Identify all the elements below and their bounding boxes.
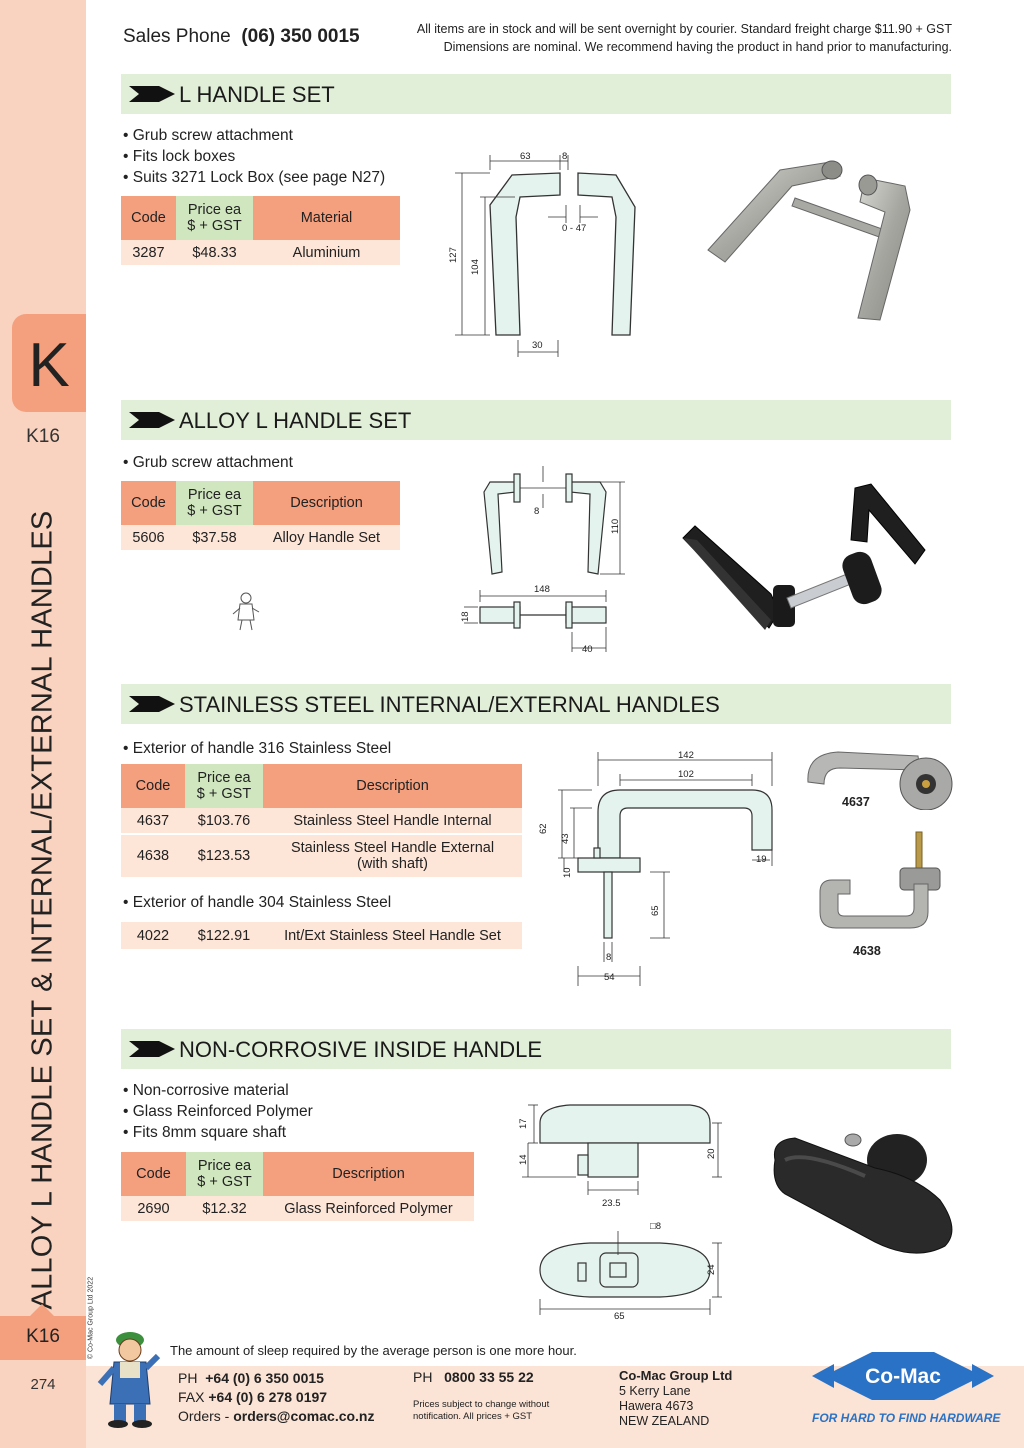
orders-email-link[interactable]: orders@comac.co.nz bbox=[233, 1408, 375, 1424]
col-header-code: Code bbox=[121, 1152, 186, 1196]
section-bar-alloy-handle bbox=[121, 400, 951, 440]
cell-price: $122.91 bbox=[185, 922, 263, 950]
col-header-description: Description bbox=[253, 481, 400, 525]
comac-logo bbox=[812, 1350, 994, 1406]
header-note-line1: All items are in stock and will be sent overnight by courier. Standard freight charge $11.90 + GST bbox=[416, 22, 952, 36]
dim-label: 65 bbox=[614, 1311, 625, 1320]
arrow-icon bbox=[129, 86, 175, 102]
cartoon-figure-icon bbox=[230, 590, 262, 632]
bullet-item: • Fits lock boxes bbox=[123, 148, 236, 165]
cell-code: 5606 bbox=[121, 525, 176, 551]
bullet-item: • Grub screw attachment bbox=[123, 454, 293, 471]
dim-label: 62 bbox=[538, 823, 549, 834]
table-row bbox=[121, 834, 522, 878]
dim-label: 19 bbox=[756, 854, 767, 865]
sales-label: Sales Phone bbox=[123, 26, 231, 47]
header-note-line2: Dimensions are nominal. We recommend having the product in hand prior to manufacturing. bbox=[443, 40, 952, 54]
dim-label: 24 bbox=[706, 1264, 717, 1275]
price-table-2 bbox=[121, 922, 522, 951]
ph2-value: 0800 33 55 22 bbox=[444, 1369, 534, 1385]
footer-tagline: The amount of sleep required by the average person is one more hour. bbox=[170, 1343, 577, 1358]
arrow-icon bbox=[129, 696, 175, 712]
footer-price-note: Prices subject to change without notification. All prices + GST bbox=[413, 1399, 550, 1422]
table-row bbox=[121, 922, 522, 950]
price-table bbox=[121, 196, 400, 267]
table-row bbox=[121, 240, 400, 266]
cell-code: 2690 bbox=[121, 1196, 186, 1222]
dim-label: 104 bbox=[470, 259, 481, 275]
header-note bbox=[417, 20, 952, 56]
photo-label-4637: 4637 bbox=[842, 795, 870, 809]
col-header-code: Code bbox=[121, 481, 176, 525]
mascot-icon bbox=[94, 1326, 164, 1430]
photo-label-4638: 4638 bbox=[853, 944, 881, 958]
dim-label: 30 bbox=[532, 340, 543, 351]
section-bar-l-handle bbox=[121, 74, 951, 114]
col-header-code: Code bbox=[121, 196, 176, 240]
bottom-page-code: K16 bbox=[26, 1326, 60, 1347]
cell-code: 3287 bbox=[121, 240, 176, 266]
copyright: © Co-Mac Group Ltd 2022 bbox=[87, 1276, 95, 1360]
ph-value: +64 (0) 6 350 0015 bbox=[205, 1370, 324, 1386]
bullet-item: • Suits 3271 Lock Box (see page N27) bbox=[123, 169, 386, 186]
ph-label: PH bbox=[178, 1370, 198, 1386]
vertical-title: ALLOY L HANDLE SET & INTERNAL/EXTERNAL HANDLES bbox=[26, 510, 59, 1310]
fax-label: FAX bbox=[178, 1389, 205, 1405]
bullet-item: • Exterior of handle 316 Stainless Steel bbox=[123, 740, 392, 757]
dim-label: 43 bbox=[560, 833, 571, 844]
dim-label: □8 bbox=[650, 1221, 662, 1232]
table-row bbox=[121, 808, 522, 834]
non-corrosive-diagram bbox=[510, 1095, 730, 1320]
page-code: K16 bbox=[26, 426, 60, 447]
section-title: ALLOY L HANDLE SET bbox=[179, 408, 412, 433]
footer-address: Co-Mac Group Ltd 5 Kerry Lane Hawera 4673 NEW ZEALAND bbox=[619, 1368, 733, 1428]
stainless-handle-diagram bbox=[530, 740, 790, 990]
dim-label: 63 bbox=[520, 151, 531, 162]
cell-price: $103.76 bbox=[185, 808, 263, 834]
dim-label: 40 bbox=[582, 644, 593, 655]
footer-contact bbox=[178, 1369, 375, 1426]
dim-label: 0 - 47 bbox=[562, 223, 587, 234]
col-header-price: Price ea $ + GST bbox=[186, 1152, 263, 1196]
col-header-price: Price ea $ + GST bbox=[176, 481, 253, 525]
bullet-list bbox=[123, 452, 293, 473]
dim-label: 127 bbox=[448, 247, 459, 263]
alloy-handle-diagram bbox=[450, 462, 640, 662]
cell-price: $37.58 bbox=[176, 525, 253, 551]
dim-label: 148 bbox=[534, 584, 550, 595]
cell-material: Aluminium bbox=[253, 240, 400, 266]
bullet-item: • Grub screw attachment bbox=[123, 127, 293, 144]
dim-label: 14 bbox=[518, 1154, 529, 1165]
section-title: L HANDLE SET bbox=[179, 82, 335, 107]
cell-description: Stainless Steel Handle External (with shaft) bbox=[263, 834, 522, 878]
l-handle-diagram bbox=[440, 145, 660, 360]
sales-phone bbox=[123, 26, 360, 48]
alloy-handle-photo bbox=[675, 480, 935, 650]
company-name: Co-Mac Group Ltd bbox=[619, 1368, 733, 1383]
orders-label: Orders - bbox=[178, 1408, 230, 1424]
dim-label: 18 bbox=[460, 611, 471, 622]
col-header-description: Description bbox=[263, 764, 522, 808]
bullet-item: • Fits 8mm square shaft bbox=[123, 1124, 287, 1141]
table-row bbox=[121, 525, 400, 551]
col-header-material: Material bbox=[253, 196, 400, 240]
handle-4638-photo bbox=[810, 828, 950, 938]
section-letter: K bbox=[28, 331, 70, 400]
dim-label: 23.5 bbox=[602, 1198, 621, 1209]
sales-number: (06) 350 0015 bbox=[241, 26, 360, 47]
col-header-code: Code bbox=[121, 764, 185, 808]
bullet-list bbox=[123, 738, 391, 759]
price-table bbox=[121, 1152, 474, 1223]
cell-code: 4022 bbox=[121, 922, 185, 950]
section-title: STAINLESS STEEL INTERNAL/EXTERNAL HANDLES bbox=[179, 692, 720, 717]
section-bar-non-corrosive bbox=[121, 1029, 951, 1069]
fax-value: +64 (0) 6 278 0197 bbox=[208, 1389, 328, 1405]
arrow-icon bbox=[129, 412, 175, 428]
footer-freephone bbox=[413, 1369, 534, 1385]
bullet-list bbox=[123, 125, 385, 188]
non-corrosive-photo bbox=[765, 1120, 965, 1270]
price-table bbox=[121, 764, 522, 879]
cell-description: Glass Reinforced Polymer bbox=[263, 1196, 474, 1222]
dim-label: 110 bbox=[610, 518, 621, 534]
arrow-icon bbox=[129, 1041, 175, 1057]
bottom-tab-notch bbox=[30, 1304, 54, 1316]
dim-label: 102 bbox=[678, 769, 694, 780]
bullet-item: • Non-corrosive material bbox=[123, 1082, 289, 1099]
table-row bbox=[121, 1196, 474, 1222]
bullet-list bbox=[123, 892, 391, 913]
dim-label: 17 bbox=[518, 1118, 529, 1129]
cell-description: Alloy Handle Set bbox=[253, 525, 400, 551]
dim-label: 65 bbox=[650, 905, 661, 916]
cell-price: $123.53 bbox=[185, 834, 263, 878]
cell-description: Stainless Steel Handle Internal bbox=[263, 808, 522, 834]
cell-code: 4638 bbox=[121, 834, 185, 878]
bullet-item: • Glass Reinforced Polymer bbox=[123, 1103, 313, 1120]
dim-label: 142 bbox=[678, 750, 694, 761]
bullet-item: • Exterior of handle 304 Stainless Steel bbox=[123, 894, 392, 911]
ph2-label: PH bbox=[413, 1369, 433, 1385]
dim-label: 8 bbox=[534, 506, 540, 517]
dim-label: 10 bbox=[562, 867, 573, 878]
section-title: NON-CORROSIVE INSIDE HANDLE bbox=[179, 1037, 543, 1062]
dim-label: 8 bbox=[606, 952, 612, 963]
logo-text: Co-Mac bbox=[865, 1365, 941, 1388]
cell-code: 4637 bbox=[121, 808, 185, 834]
cell-price: $12.32 bbox=[186, 1196, 263, 1222]
cell-price: $48.33 bbox=[176, 240, 253, 266]
col-header-description: Description bbox=[263, 1152, 474, 1196]
section-bar-stainless bbox=[121, 684, 951, 724]
bullet-list bbox=[123, 1080, 313, 1143]
dim-label: 54 bbox=[604, 972, 615, 983]
col-header-price: Price ea $ + GST bbox=[185, 764, 263, 808]
cell-description: Int/Ext Stainless Steel Handle Set bbox=[263, 922, 522, 950]
dim-label: 20 bbox=[706, 1148, 717, 1159]
page-number: 274 bbox=[30, 1376, 56, 1393]
col-header-price: Price ea $ + GST bbox=[176, 196, 253, 240]
l-handle-photo bbox=[700, 150, 930, 330]
logo-slogan: FOR HARD TO FIND HARDWARE bbox=[812, 1411, 1001, 1425]
price-table bbox=[121, 481, 400, 552]
dim-label: 8 bbox=[562, 151, 568, 162]
handle-4637-photo bbox=[798, 740, 958, 810]
